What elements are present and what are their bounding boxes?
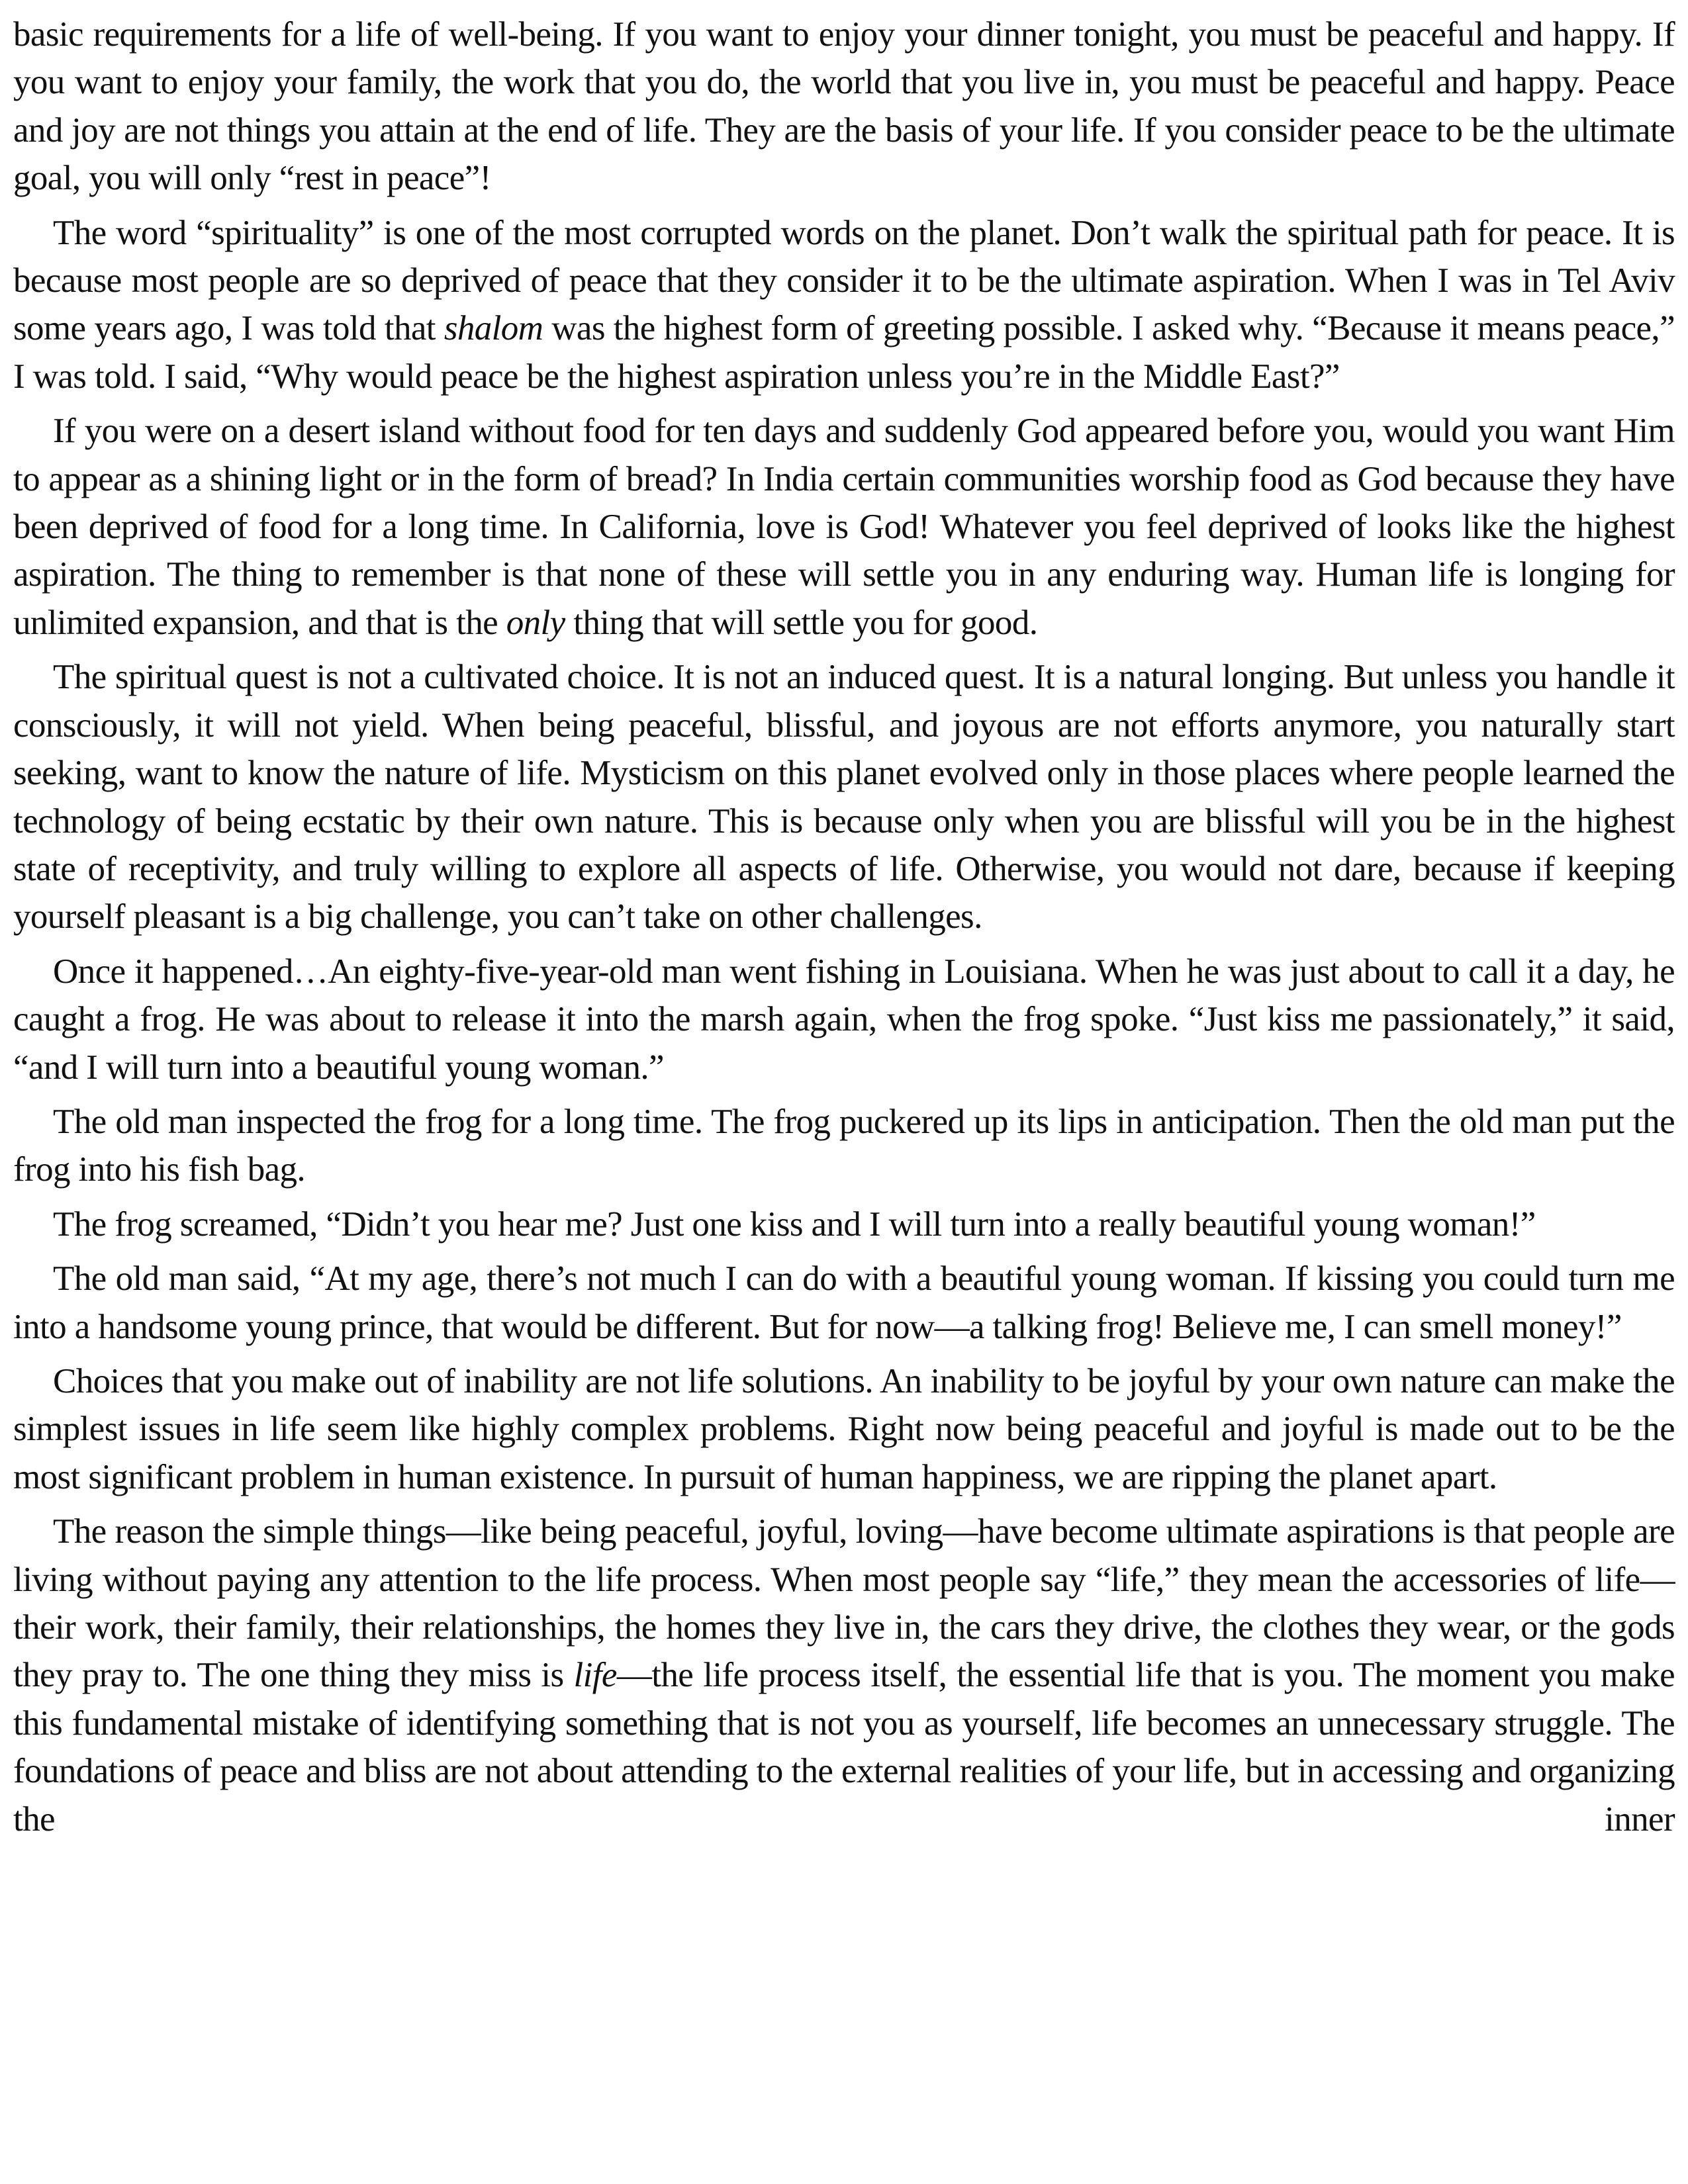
body-paragraph <box>13 1357 1675 1501</box>
text-run: Once it happened…An eighty-five-year-old man went fishing in Louisiana. When he was just about to call it a day, he caught a frog. He was about to release it into the marsh again, when the frog spoke. “Just kiss me passionately,” it said, “and I will turn into a beautiful young woman.” <box>13 952 1675 1087</box>
text-run: The reason the simple things—like being peaceful, joyful, loving—have become ultimate aspirations is that people are living without paying any attention to the life process. When most people say “life,” they mean the accessories of life—their work, their family, their relationships, the homes they live in, the cars they drive, the clothes they wear, or the gods they pray to. The one thing they miss is <box>13 1512 1675 1695</box>
text-run: The old man said, “At my age, there’s not much I can do with a beautiful young woman. If kissing you could turn me into a handsome young prince, that would be different. But for now—a talking frog! Believe me, I can smell money!” <box>13 1259 1675 1346</box>
text-run: —the life process itself, the essential life that is you. The moment you make this fundamental mistake of identifying something that is not you as yourself, life becomes an unnecessary struggle. The foundations of peace and bliss are not about attending to the external realities of your life, but in accessing and organizing the inner <box>13 1656 1675 1839</box>
text-run: The word “spirituality” is one of the most corrupted words on the planet. Don’t walk the spiritual path for peace. It is because most people are so deprived of peace that they consider it to be the ultimate aspiration. When I was in Tel Aviv some years ago, I was told that <box>13 213 1675 348</box>
text-run: was the highest form of greeting possible. I asked why. “Because it means peace,” I was told. I said, “Why would peace be the highest aspiration unless you’re in the Middle East?” <box>13 309 1675 396</box>
text-run: The frog screamed, “Didn’t you hear me? Just one kiss and I will turn into a really beautiful young woman!” <box>53 1205 1536 1244</box>
text-run: The spiritual quest is not a cultivated choice. It is not an induced quest. It is a natural longing. But unless you handle it consciously, it will not yield. When being peaceful, blissful, and joyous are not efforts anymore, you naturally start seeking, want to know the nature of life. Mysticism on this planet evolved only in those places where people learned the technology of being ecstatic by their own nature. This is because only when you are blissful will you be in the highest state of receptivity, and truly willing to explore all aspects of life. Otherwise, you would not dare, because if keeping yourself pleasant is a big challenge, you can’t take on other challenges. <box>13 658 1675 936</box>
body-paragraph <box>13 1098 1675 1194</box>
text-run: If you were on a desert island without food for ten days and suddenly God appeared before you, would you want Him to appear as a shining light or in the form of bread? In India certain communities worship food as God because they have been deprived of food for a long time. In California, love is God! Whatever you feel deprived of looks like the highest aspiration. The thing to remember is that none of these will settle you in any enduring way. Human life is longing for unlimited expansion, and that is the <box>13 412 1675 642</box>
body-paragraph <box>13 1508 1675 1843</box>
body-paragraph <box>13 1255 1675 1351</box>
body-paragraph <box>13 209 1675 401</box>
text-run: The old man inspected the frog for a long time. The frog puckered up its lips in anticipation. Then the old man put the frog into his fish bag. <box>13 1102 1675 1189</box>
italic-text: shalom <box>444 309 543 348</box>
body-paragraph <box>13 11 1675 203</box>
document-page <box>13 11 1675 1850</box>
italic-text: only <box>506 603 565 642</box>
text-run: Choices that you make out of inability are not life solutions. An inability to be joyful by your own nature can make the simplest issues in life seem like highly complex problems. Right now being peaceful and joyful is made out to be the most significant problem in human existence. In pursuit of human happiness, we are ripping the planet apart. <box>13 1361 1675 1496</box>
body-paragraph <box>13 1201 1675 1248</box>
body-paragraph <box>13 407 1675 647</box>
body-paragraph <box>13 948 1675 1091</box>
italic-text: life <box>573 1656 617 1695</box>
text-run: thing that will settle you for good. <box>565 603 1038 642</box>
text-run: basic requirements for a life of well-being. If you want to enjoy your dinner tonight, you must be peaceful and happy. If you want to enjoy your family, the work that you do, the world that you live in, you must be peaceful and happy. Peace and joy are not things you attain at the end of life. They are the basis of your life. If you consider peace to be the ultimate goal, you will only “rest in peace”! <box>13 15 1675 198</box>
body-paragraph <box>13 653 1675 940</box>
